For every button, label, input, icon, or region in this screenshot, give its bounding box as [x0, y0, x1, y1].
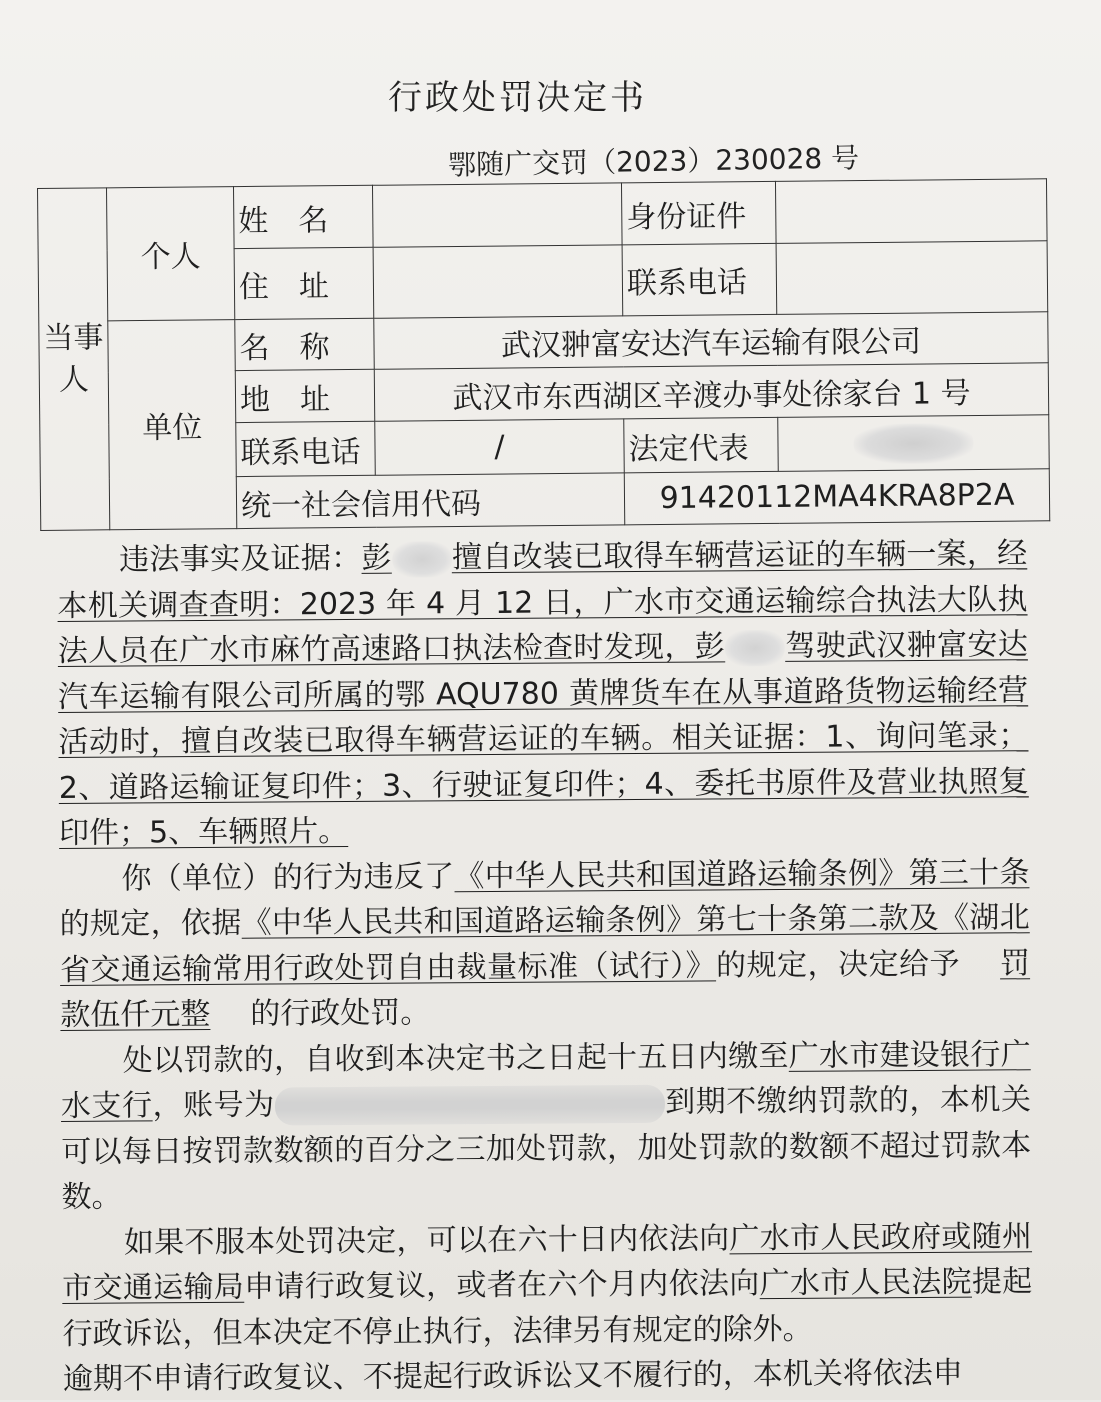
- unit-rep-label: 法定代表: [624, 418, 779, 473]
- individual-label: 个人: [107, 187, 235, 321]
- party-label: 当事人: [43, 319, 104, 398]
- paragraph-payment: [60, 1032, 1031, 1221]
- individual-name-value: [372, 183, 622, 248]
- redacted-account: [275, 1084, 665, 1125]
- basis-text-b: 的规定，依据: [59, 905, 242, 942]
- redacted-mark: [853, 423, 973, 464]
- facts-text-a: 彭: [361, 540, 392, 576]
- redacted-mark: [392, 541, 452, 577]
- unit-name-value: 武汉翀富安达汽车运输有限公司: [374, 311, 1048, 369]
- individual-id-value: [775, 179, 1047, 244]
- individual-phone-value: [776, 241, 1048, 314]
- individual-id-label: 身份证件: [621, 181, 776, 245]
- unit-label: 单位: [108, 319, 237, 530]
- unit-address-label: 地 址: [235, 370, 374, 423]
- unit-phone-value: /: [375, 419, 625, 475]
- unit-credit-value: 91420112MA4KRA8P2A: [624, 469, 1049, 525]
- decision-body: [57, 531, 1033, 1402]
- appeal-gov: 广水市人民政府或随州市交通运输局: [62, 1218, 1033, 1306]
- unit-rep-value: [778, 415, 1050, 471]
- individual-address-value: [373, 245, 623, 318]
- facts-text-c: 驾驶武汉翀富安达汽车运输有限公司所属的鄂 AQU780 黄牌货车在从事道路货物运输经营活动时，擅自改装已取得车辆营运证的车辆。相关证据：1、询问笔录； 2、道路运输证复印件；3、行驶证复印件；4、委托书原件及营业执照复印件；5、车辆照片。: [57, 627, 1029, 851]
- document-number: 鄂随广交罚（2023）230028 号: [447, 141, 860, 182]
- individual-address-label: 住 址: [234, 247, 374, 319]
- basis-law-1: 《中华人民共和国道路运输条例》第三十条: [454, 854, 1030, 894]
- paragraph-overdue: 逾期不申请行政复议、不提起行政诉讼又不履行的，本机关将依法申: [62, 1355, 963, 1397]
- appeal-text-c: 提起行政诉讼，但本决定不停止执行，法律另有规定的除外。: [62, 1264, 1033, 1352]
- paragraph-facts: [57, 531, 1029, 856]
- individual-phone-label: 联系电话: [622, 244, 777, 316]
- basis-text-a: 你（单位）的行为违反了: [121, 858, 455, 897]
- payment-text-c: 到期不缴纳罚款的，本机关可以每日按罚款数额的百分之三加处罚款，加处罚款的数额不超过罚款本数。: [61, 1082, 1032, 1215]
- party-label-cell: [38, 188, 110, 531]
- appeal-court: 广水市人民法院: [759, 1264, 973, 1302]
- payment-text-b: ，账号为: [152, 1087, 275, 1124]
- facts-text-b: 擅自改装已取得车辆营运证的车辆一案，经本机关调查查明：2023 年 4 月 12 日，广水市交通运输综合执法大队执法人员在广水市麻竹高速路口执法检查时发现，彭: [57, 536, 1028, 669]
- appeal-text-b: 申请行政复议，或者在六个月内依法向: [244, 1266, 760, 1305]
- basis-law-2: 《中华人民共和国道路运输条例》第七十条第二款及《湖北省交通运输常用行政处罚自由裁量标准（试行）》: [59, 900, 1030, 988]
- payment-bank: 广水市建设银行广水支行: [60, 1036, 1031, 1124]
- redacted-mark: [725, 629, 785, 665]
- facts-label: 违法事实及证据：: [119, 540, 362, 578]
- unit-credit-label: 统一社会信用代码: [236, 473, 624, 529]
- unit-name-label: 名 称: [235, 318, 374, 371]
- basis-text-c: 的规定，决定给予: [715, 946, 961, 983]
- basis-text-d: 的行政处罚。: [250, 995, 431, 1032]
- appeal-text-a: 如果不服本处罚决定，可以在六十日内依法向: [123, 1220, 730, 1261]
- paragraph-legal-basis: [59, 850, 1030, 1039]
- party-info-table: [37, 178, 1050, 531]
- unit-address-value: 武汉市东西湖区辛渡办事处徐家台 1 号: [374, 363, 1048, 421]
- penalty-amount: 罚款伍仟元整: [60, 945, 1031, 1033]
- payment-text-a: 处以罚款的，自收到本决定书之日起十五日内缴至: [122, 1038, 789, 1079]
- document-title: 行政处罚决定书: [388, 78, 647, 118]
- individual-name-label: 姓 名: [233, 185, 373, 249]
- paragraph-appeal: [62, 1214, 1033, 1357]
- unit-phone-label: 联系电话: [236, 422, 376, 477]
